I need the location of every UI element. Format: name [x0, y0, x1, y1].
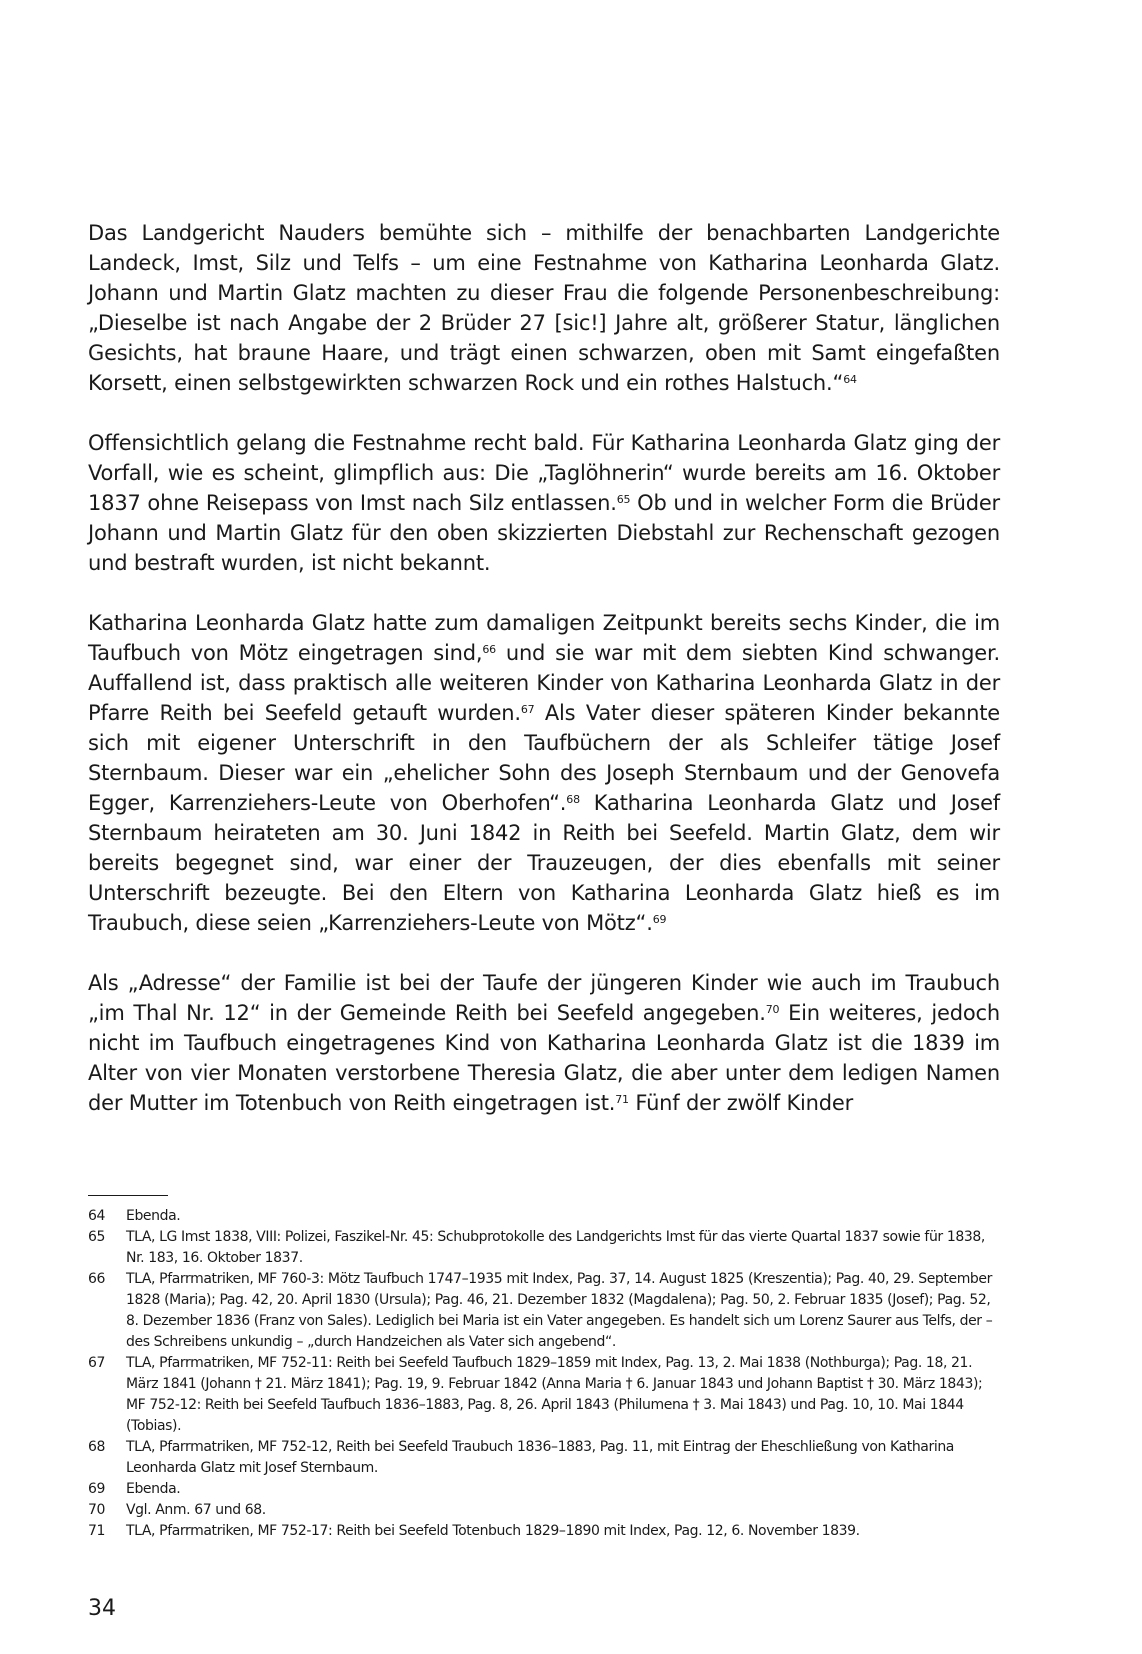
paragraph-text: und sie war mit dem siebten Kind schwanger. Auffallend ist, dass praktisch alle weiteren Kinder von Katharina Leonharda Glatz in der Pfarre Reith bei Seefeld getauft wurden.	[88, 641, 1000, 725]
paragraph-text: Ob und in welcher Form die Brüder Johann und Martin Glatz für den oben skizzierten Diebstahl zur Rechenschaft gezogen und bestraft wurden, ist nicht bekannt.	[88, 491, 1000, 575]
footnote-item	[88, 1353, 1000, 1437]
footnote-item	[88, 1500, 1000, 1521]
footnote-number: 71	[88, 1523, 106, 1539]
paragraph-text: Fünf der zwölf Kinder	[628, 1091, 854, 1115]
paragraph	[88, 428, 1000, 578]
footnote-item	[88, 1479, 1000, 1500]
main-text	[88, 218, 1000, 1118]
footnote-number: 64	[88, 1208, 106, 1224]
paragraph-text: Katharina Leonharda Glatz und Josef Sternbaum heirateten am 30. Juni 1842 in Reith bei Seefeld. Martin Glatz, dem wir bereits begegnet sind, war einer der Trauzeugen, der dies ebenfalls mit seiner Unterschrift bezeugte. Bei den Eltern von Katharina Leonharda Glatz hieß es im Traubuch, diese seien „Karrenziehers-Leute von Mötz“.	[88, 791, 1000, 935]
footnote-reference[interactable]: 64	[843, 373, 857, 386]
footnote-item	[88, 1521, 1000, 1542]
footnote-reference[interactable]: 65	[616, 493, 631, 506]
footnote-number: 69	[88, 1481, 106, 1497]
paragraph-text: Ein weiteres, jedoch nicht im Taufbuch eingetragenes Kind von Katharina Leonharda Glatz ist die 1839 im Alter von vier Monaten verstorbene Theresia Glatz, die aber unter dem ledigen Namen der Mutter im Totenbuch von Reith eingetragen ist.	[88, 1001, 1000, 1115]
footnote-item	[88, 1227, 1000, 1269]
footnote-text: Vgl. Anm. 67 und 68.	[126, 1502, 266, 1518]
footnotes	[88, 1206, 1000, 1542]
footnote-text: TLA, Pfarrmatriken, MF 752-11: Reith bei Seefeld Taufbuch 1829–1859 mit Index, Pag. 13, 2. Mai 1838 (Nothburga); Pag. 18, 21. März 1841 (Johann † 21. März 1841); Pag. 19, 9. Februar 1842 (Anna Maria † 6. Januar 1843 und Johann Baptist † 30. März 1843); MF 752-12: Reith bei Seefeld Taufbuch 1836–1883, Pag. 8, 26. April 1843 (Philumena † 3. Mai 1843) und Pag. 10, 10. Mai 1844 (Tobias).	[126, 1355, 983, 1434]
footnote-text: Ebenda.	[126, 1481, 181, 1497]
paragraph	[88, 608, 1000, 938]
footnote-number: 66	[88, 1271, 106, 1287]
footnote-reference[interactable]: 66	[482, 643, 496, 656]
paragraph	[88, 968, 1000, 1118]
footnote-reference[interactable]: 67	[520, 703, 535, 716]
footnote-text: TLA, Pfarrmatriken, MF 760-3: Mötz Taufbuch 1747–1935 mit Index, Pag. 37, 14. August 1825 (Kreszentia); Pag. 40, 29. September 1828 (Maria); Pag. 42, 20. April 1830 (Ursula); Pag. 46, 21. Dezember 1832 (Magdalena); Pag. 50, 2. Februar 1835 (Josef); Pag. 52, 8. Dezember 1836 (Franz von Sales). Lediglich bei Maria ist ein Vater angegeben. Es handelt sich um Lorenz Saurer aus Telfs, der – des Schreibens unkundig – „durch Handzeichen als Vater sich angebend“.	[126, 1271, 993, 1350]
footnote-text: TLA, Pfarrmatriken, MF 752-17: Reith bei Seefeld Totenbuch 1829–1890 mit Index, Pag. 12, 6. November 1839.	[126, 1523, 860, 1539]
footnote-number: 67	[88, 1355, 106, 1371]
paragraph-text: Als Vater dieser späteren Kinder bekannte sich mit eigener Unterschrift in den Taufbüchern der als Schleifer tätige Josef Sternbaum. Dieser war ein „ehelicher Sohn des Joseph Sternbaum und der Genovefa Egger, Karrenziehers-Leute von Oberhofen“.	[88, 701, 1000, 815]
footnote-item	[88, 1269, 1000, 1353]
footnote-reference[interactable]: 69	[652, 913, 667, 926]
paragraph-text: Als „Adresse“ der Familie ist bei der Taufe der jüngeren Kinder wie auch im Traubuch „im Thal Nr. 12“ in der Gemeinde Reith bei Seefeld angegeben.	[88, 971, 1000, 1025]
footnote-divider	[88, 1195, 168, 1196]
footnote-reference[interactable]: 68	[566, 793, 580, 806]
footnote-number: 65	[88, 1229, 106, 1245]
footnote-reference[interactable]: 70	[765, 1003, 780, 1016]
footnote-number: 70	[88, 1502, 106, 1518]
paragraph	[88, 218, 1000, 398]
paragraph-text: Offensichtlich gelang die Festnahme recht bald. Für Katharina Leonharda Glatz ging der Vorfall, wie es scheint, glimpflich aus: Die „Taglöhnerin“ wurde bereits am 16. Oktober 1837 ohne Reisepass von Imst nach Silz entlassen.	[88, 431, 1000, 515]
footnote-item	[88, 1437, 1000, 1479]
footnote-text: Ebenda.	[126, 1208, 181, 1224]
footnote-item	[88, 1206, 1000, 1227]
page-number: 34	[88, 1596, 116, 1621]
footnote-text: TLA, LG Imst 1838, VIII: Polizei, Faszikel-Nr. 45: Schubprotokolle des Landgerichts Imst für das vierte Quartal 1837 sowie für 1838, Nr. 183, 16. Oktober 1837.	[126, 1229, 985, 1266]
footnote-text: TLA, Pfarrmatriken, MF 752-12, Reith bei Seefeld Traubuch 1836–1883, Pag. 11, mit Eintrag der Eheschließung von Katharina Leonharda Glatz mit Josef Sternbaum.	[126, 1439, 954, 1476]
footnote-number: 68	[88, 1439, 106, 1455]
paragraph-text: Das Landgericht Nauders bemühte sich – mithilfe der benachbarten Landgerichte Landeck, Imst, Silz und Telfs – um eine Festnahme von Katharina Leonharda Glatz. Johann und Martin Glatz machten zu dieser Frau die folgende Personenbeschreibung: „Dieselbe ist nach Angabe der 2 Brüder 27 [sic!] Jahre alt, größerer Statur, länglichen Gesichts, hat braune Haare, und trägt einen schwarzen, oben mit Samt eingefaßten Korsett, einen selbstgewirkten schwarzen Rock und ein rothes Halstuch.“	[88, 221, 1000, 395]
paragraph-text: Katharina Leonharda Glatz hatte zum damaligen Zeitpunkt bereits sechs Kinder, die im Taufbuch von Mötz eingetragen sind,	[88, 611, 1000, 665]
footnote-reference[interactable]: 71	[615, 1093, 629, 1106]
